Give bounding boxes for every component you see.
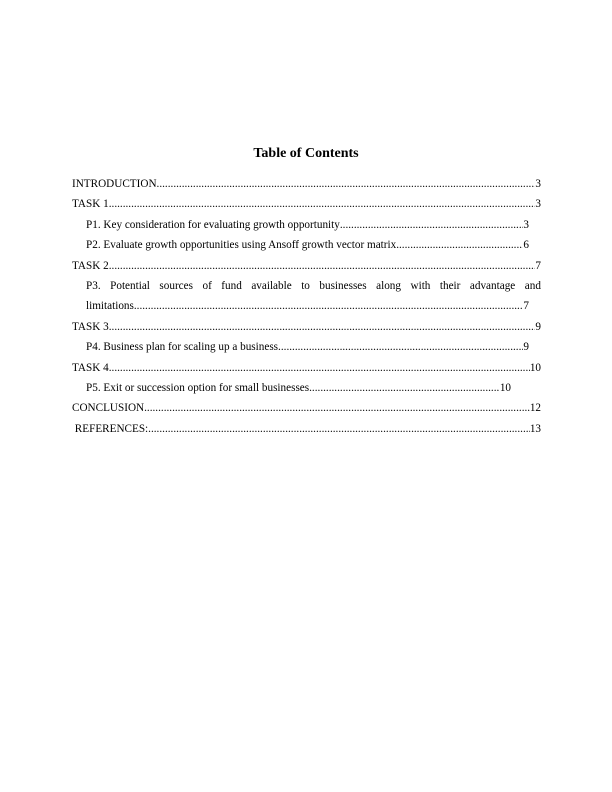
toc-entry-p4[interactable] — [72, 337, 541, 357]
toc-title: Table of Contents — [253, 146, 359, 161]
toc-entry-p5[interactable] — [72, 378, 541, 398]
toc-entry-p1[interactable] — [72, 215, 541, 235]
toc-entry-page: 3 — [535, 178, 541, 190]
toc-entry-task-1[interactable] — [72, 194, 541, 214]
toc-entry-label: limitations — [86, 300, 134, 313]
dot-leader — [109, 358, 530, 378]
toc-word: available — [251, 279, 292, 292]
toc-word: along — [376, 279, 401, 292]
toc-entry-page: 10 — [529, 361, 541, 374]
toc-entry-label: P5. Exit or succession option for small businesses — [86, 381, 310, 394]
toc-entry-task-2[interactable] — [72, 256, 541, 276]
toc-word: to — [301, 279, 310, 292]
toc-entry-label: TASK 1 — [72, 198, 109, 211]
toc-entry-page: 3 — [535, 198, 541, 211]
toc-entry-page: 9 — [523, 341, 529, 354]
toc-entry-label: INTRODUCTION — [72, 178, 157, 190]
toc-word: their — [439, 279, 461, 292]
toc-word: sources — [159, 279, 193, 292]
toc-word: P3. — [86, 279, 101, 292]
toc-word: and — [524, 279, 541, 292]
toc-entry-page: 10 — [499, 381, 511, 394]
dot-leader — [134, 296, 524, 316]
dot-leader — [309, 378, 500, 398]
toc-word: businesses — [319, 279, 367, 292]
toc-entry-page: 9 — [535, 320, 541, 333]
toc-entry-p3-line2[interactable] — [72, 296, 541, 316]
toc-entry-page: 6 — [523, 239, 529, 252]
toc-entry-page: 7 — [523, 300, 529, 313]
toc-entry-label: TASK 2 — [72, 259, 109, 272]
toc-entry-page: 12 — [529, 402, 541, 415]
toc-entry-page: 7 — [535, 259, 541, 272]
toc-entry-label: CONCLUSION — [72, 402, 145, 415]
dot-leader — [157, 174, 536, 194]
toc-entry-label: P1. Key consideration for evaluating growth opportunity — [86, 218, 340, 231]
toc-entry-label: P4. Business plan for scaling up a business — [86, 341, 279, 354]
toc-entry-task-4[interactable] — [72, 358, 541, 378]
dot-leader — [109, 194, 536, 214]
toc-entry-references[interactable] — [72, 419, 541, 439]
toc-entry-label: REFERENCES: — [72, 422, 149, 435]
dot-leader — [148, 419, 530, 439]
toc-entry-conclusion[interactable] — [72, 398, 541, 418]
toc-entry-label: TASK 4 — [72, 361, 109, 374]
dot-leader — [340, 215, 524, 235]
toc-word: with — [410, 279, 431, 292]
toc-entry-introduction[interactable] — [72, 174, 541, 194]
toc-entry-p2[interactable] — [72, 235, 541, 255]
toc-word: of — [202, 279, 212, 292]
dot-leader — [278, 337, 523, 357]
toc-entry-label: TASK 3 — [72, 320, 109, 333]
toc-entry-page: 3 — [523, 218, 529, 231]
dot-leader — [144, 398, 530, 418]
toc-word: fund — [221, 279, 242, 292]
toc-word: Potential — [110, 279, 150, 292]
toc-entry-page: 13 — [529, 422, 541, 435]
toc-entry-p3-line1[interactable] — [72, 276, 541, 296]
dot-leader — [109, 256, 536, 276]
toc-entry-label: P2. Evaluate growth opportunities using Ansoff growth vector matrix — [86, 239, 397, 252]
toc-entry-task-3[interactable] — [72, 317, 541, 337]
dot-leader — [396, 235, 523, 255]
toc-word: advantage — [469, 279, 516, 292]
dot-leader — [109, 317, 536, 337]
table-of-contents — [72, 174, 541, 439]
